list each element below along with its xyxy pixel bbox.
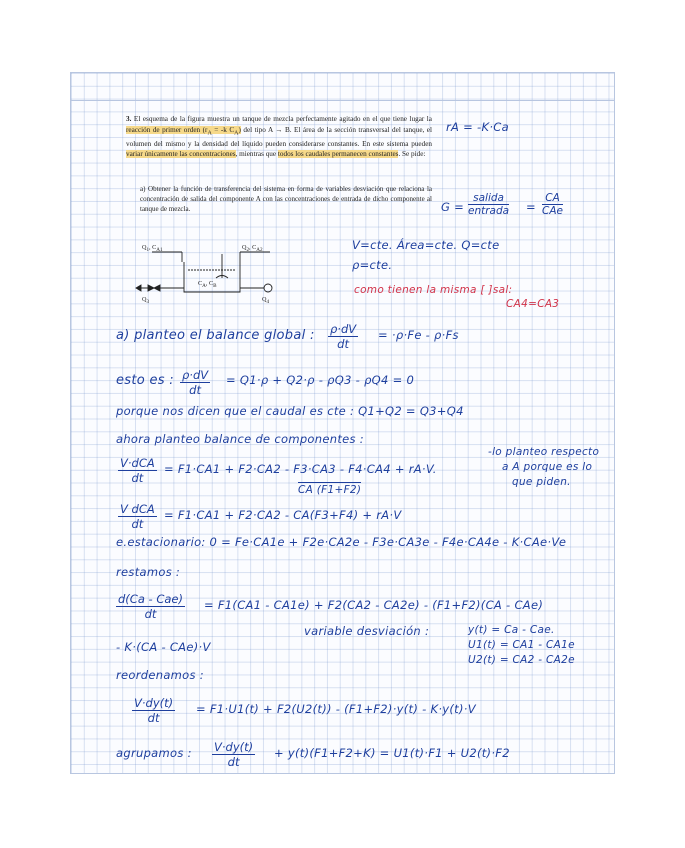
esto-es-rhs: = Q1·ρ + Q2·ρ - ρQ3 - ρQ4 = 0 bbox=[226, 373, 415, 387]
problem-text-1: El esquema de la figura muestra un tanque de mezcla perfectamente agitado en el que tiene lugar la bbox=[131, 115, 432, 123]
esto-es-frac: $\frac{\rho\cdot dV}{dt}$ bbox=[182, 368, 209, 397]
reordered-rhs: = F1·U1(t) + F2(U2(t)) - (F1+F2)·y(t) - K·y(t)·V bbox=[196, 702, 476, 716]
constants-line-1: V=cte. Área=cte. Q=cte bbox=[352, 238, 500, 252]
component-balance-under: CA (F1+F2) bbox=[298, 484, 362, 496]
label-q3: $Q_3$ bbox=[142, 296, 150, 306]
red-note-2: CA4=CA3 bbox=[506, 298, 560, 310]
page-header-band bbox=[70, 72, 615, 101]
highlight-flows: todos los caudales permanecen constantes bbox=[277, 150, 399, 159]
component-balance-rhs: = F1·CA1 + F2·CA2 - F3·CA3 - F4·CA4 + rA·V. bbox=[164, 462, 437, 476]
transfer-fn-frac-2: CA CAe bbox=[542, 192, 563, 217]
component-balance-label: ahora planteo balance de componentes : bbox=[116, 432, 364, 446]
tank-diagram bbox=[132, 240, 302, 308]
component-balance-2-frac: V dCA dt bbox=[120, 502, 155, 531]
subtraction-frac: d(Ca - Cae) dt bbox=[118, 592, 183, 621]
constants-line-2: ρ=cte. bbox=[352, 258, 393, 272]
grouped-rhs: + y(t)(F1+F2+K) = U1(t)·F1 + U2(t)·F2 bbox=[274, 746, 510, 760]
steady-state-line: e.estacionario: 0 = Fe·CA1e + F2e·CA2e - F3e·CA3e - F4e·CA4e - K·CAe·Ve bbox=[116, 535, 567, 549]
grouped-frac: $\frac{V\cdot dy(t)}{dt}$ bbox=[214, 740, 254, 769]
component-balance-2-rhs: = F1·CA1 + F2·CA2 - CA(F3+F4) + rA·V bbox=[164, 508, 402, 522]
problem-statement bbox=[126, 114, 432, 160]
problem-number: 3. bbox=[126, 115, 132, 123]
side-note-1: -lo planteo respecto bbox=[488, 446, 600, 458]
global-balance-rhs: = ·ρ·Fe - ρ·Fs bbox=[378, 328, 459, 342]
label-q2-ca2: $Q_2$, $C_{A2}$ bbox=[242, 244, 263, 254]
global-balance-frac: $\frac{\rho\cdot dV}{dt}$ bbox=[330, 322, 357, 351]
side-note-2: a A porque es lo bbox=[502, 461, 593, 473]
reordered-frac: $\frac{V\cdot dy(t)}{dt}$ bbox=[134, 696, 174, 725]
subtraction-cont: - K·(CA - CAe)·V bbox=[116, 640, 211, 654]
transfer-fn-eq: = bbox=[526, 200, 536, 214]
reordenamos-label: reordenamos : bbox=[116, 668, 204, 682]
label-tank-ca-cb: $C_A$, $C_B$ bbox=[198, 280, 217, 290]
label-q1-ca1: $Q_1$, $C_{A1}$ bbox=[142, 244, 163, 254]
deviation-var-u2: U2(t) = CA2 - CA2e bbox=[468, 654, 575, 666]
problem-text-4: . Se pide: bbox=[398, 150, 426, 159]
transfer-fn-lhs: G = bbox=[441, 200, 465, 214]
highlight-concentrations: variar únicamente las concentraciones bbox=[126, 150, 236, 159]
restamos-label: restamos : bbox=[116, 565, 181, 579]
component-balance-frac: V·dCA dt bbox=[120, 456, 155, 485]
red-note-1: como tienen la misma [ ]sal: bbox=[354, 284, 513, 296]
transfer-fn-frac-1: salida entrada bbox=[468, 192, 510, 217]
problem-text-3: , mientras que bbox=[235, 150, 278, 159]
deviation-var-y: y(t) = Ca - Cae. bbox=[468, 624, 555, 636]
constant-flow-line: porque nos dicen que el caudal es cte : Q1+Q2 = Q3+Q4 bbox=[116, 404, 464, 418]
global-balance-label: a) planteo el balance global : bbox=[116, 328, 315, 343]
highlight-reaction: reacción de primer orden ($r_A = -k$ $C_A$) bbox=[126, 125, 241, 137]
deviation-var-label: variable desviación : bbox=[304, 624, 430, 638]
label-q4: $Q_4$ bbox=[262, 296, 270, 306]
esto-es-label: esto es : bbox=[116, 373, 174, 388]
problem-text-2: del tipo A → B. El área de la sección transversal del tanque, el volumen del mismo y la densidad del líquido pueden considerarse constantes. En este sistema pueden bbox=[126, 125, 432, 148]
agrupamos-label: agrupamos : bbox=[116, 746, 192, 760]
deviation-var-u1: U1(t) = CA1 - CA1e bbox=[468, 639, 575, 651]
rate-equation: rA = -K·Ca bbox=[446, 120, 509, 134]
problem-item-a: a) Obtener la función de transferencia del sistema en forma de variables desviación que relaciona la concentración de salida del componente A con las concentraciones de entrada de dicho componente al tanque de mezcla. bbox=[140, 185, 432, 214]
side-note-3: que piden. bbox=[512, 476, 571, 488]
subtraction-rhs: = F1(CA1 - CA1e) + F2(CA2 - CA2e) - (F1+F2)(CA - CAe) bbox=[204, 598, 544, 612]
